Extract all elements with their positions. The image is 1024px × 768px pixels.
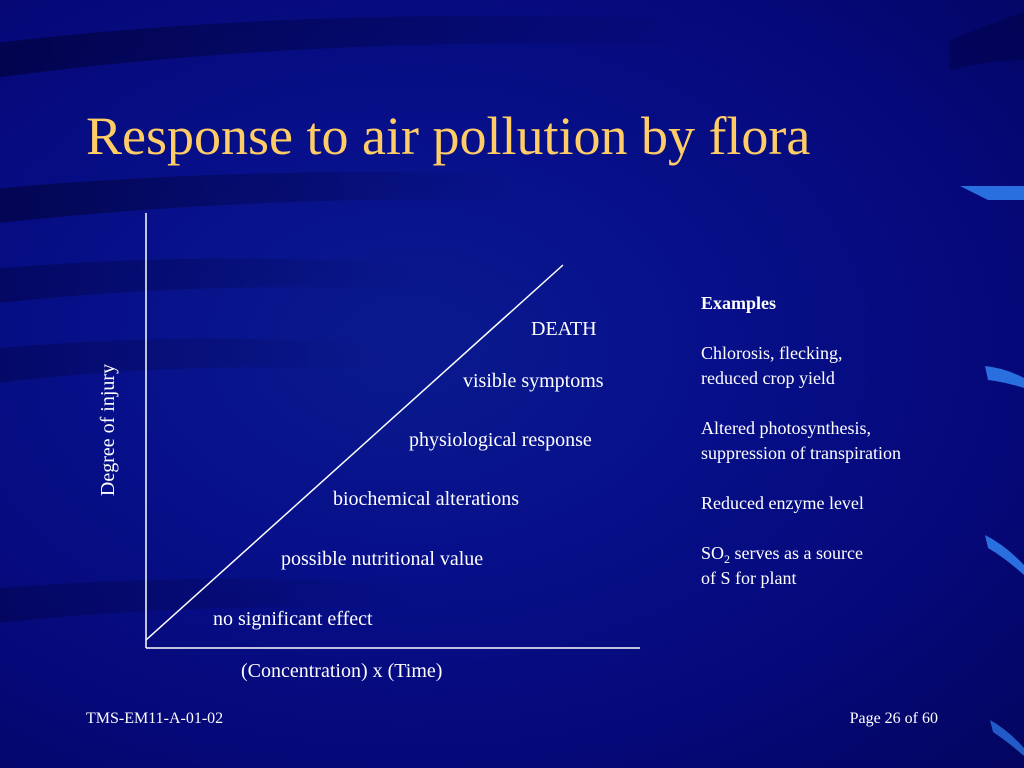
stage-biochemical-alterations: biochemical alterations: [333, 488, 520, 510]
example-item: [701, 491, 1011, 516]
examples-heading: Examples: [701, 293, 777, 313]
example-text: suppression of transpiration: [701, 443, 901, 463]
example-text: reduced crop yield: [701, 368, 835, 388]
footer-document-id: TMS-EM11-A-01-02: [86, 710, 224, 727]
example-item: [701, 541, 1011, 591]
example-item: [701, 341, 1011, 391]
stage-no-significant-effect: no significant effect: [213, 608, 373, 630]
slide-title: Response to air pollution by flora: [86, 106, 811, 166]
example-text: of S for plant: [701, 568, 797, 588]
footer-page-number: Page 26 of 60: [849, 710, 938, 727]
example-text: serves as a source: [730, 543, 863, 563]
example-text: SO: [701, 543, 725, 563]
example-item: [701, 416, 1011, 466]
examples-panel: [701, 291, 1011, 616]
stage-visible-symptoms: visible symptoms: [463, 370, 604, 392]
stage-physiological-response: physiological response: [409, 429, 592, 451]
stage-death: DEATH: [531, 318, 597, 340]
stage-possible-nutritional-value: possible nutritional value: [281, 548, 484, 570]
example-text: Chlorosis, flecking,: [701, 343, 843, 363]
subscript-text: 2: [724, 552, 731, 566]
y-axis-label: Degree of injury: [97, 363, 119, 497]
example-text: Reduced enzyme level: [701, 493, 864, 513]
response-line: [146, 265, 563, 640]
example-text: Altered photosynthesis,: [701, 418, 871, 438]
x-axis-label: (Concentration) x (Time): [241, 660, 443, 682]
